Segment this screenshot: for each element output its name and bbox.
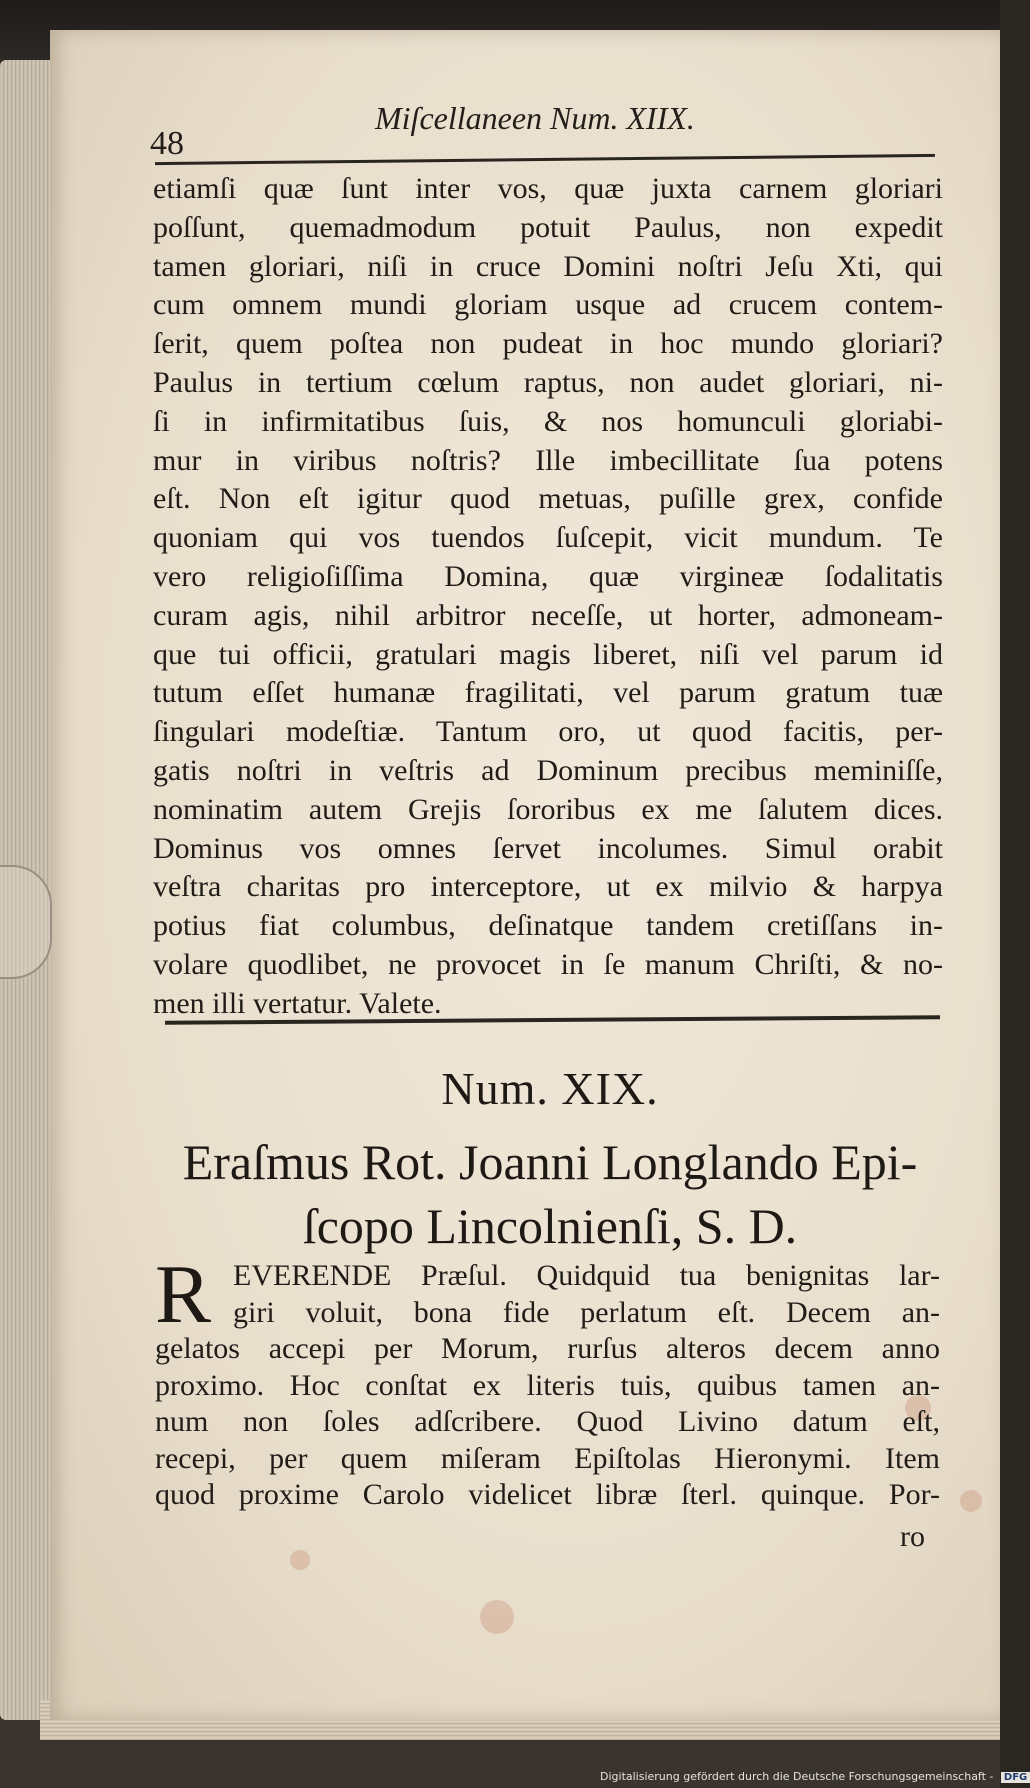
- text-line: cum omnem mundi gloriam usque ad crucem contem-: [153, 288, 943, 322]
- text-line: etiamſi quæ ſunt inter vos, quæ juxta carnem gloriari: [153, 172, 943, 205]
- text-line: ſerit, quem poſtea non pudeat in hoc mundo gloriari?: [153, 327, 943, 361]
- text-line: giri voluit, bona fide perlatum eſt. Decem an-: [233, 1295, 940, 1329]
- text-line: tutum eſſet humanæ fragilitati, vel parum gratum tuæ: [153, 676, 943, 710]
- text-line: volare quodlibet, ne provocet in ſe manum Chriſti, & no-: [153, 947, 943, 981]
- dfg-logo: DFG: [1001, 1772, 1030, 1783]
- page-number: 48: [150, 125, 184, 162]
- footer-text: Digitalisierung gefördert durch die Deutsche Forschungsgemeinschaft -: [600, 1770, 994, 1783]
- letter-xix-text: [155, 1248, 940, 1514]
- foxing-stain: [480, 1600, 514, 1634]
- text-line: que tui officii, gratulari magis liberet, niſi vel parum id: [153, 637, 943, 671]
- text-line: gelatos accepi per Morum, rurſus alteros decem anno: [155, 1332, 940, 1365]
- text-line: ſingulari modeſtiæ. Tantum oro, ut quod facitis, per-: [153, 715, 943, 749]
- text-line: proximo. Hoc conſtat ex literis tuis, quibus tamen an-: [155, 1368, 940, 1402]
- book-clip: [0, 865, 52, 979]
- text-line: EVERENDE Præſul. Quidquid tua benignitas lar-: [233, 1259, 940, 1292]
- letter-title-line: ſcopo Lincolnienſi, S. D.: [302, 1198, 798, 1254]
- text-line: num non ſoles adſcribere. Quod Livino datum eſt,: [155, 1405, 940, 1438]
- digitization-footer: [600, 1770, 1028, 1786]
- running-head: [150, 95, 940, 162]
- text-line: poſſunt, quemadmodum potuit Paulus, non expedit: [153, 210, 943, 244]
- text-line: men illi vertatur. Valete.: [153, 986, 442, 1020]
- running-head-title: Miſcellaneen Num. XIIX.: [375, 100, 695, 136]
- text-line: nominatim autem Grejis ſororibus ex me ſalutem dices.: [153, 792, 943, 826]
- text-line: potius fiat columbus, deſinatque tandem cretiſſans in-: [153, 909, 943, 943]
- foxing-stain: [290, 1550, 310, 1570]
- letter-xviii-text: [153, 170, 943, 1024]
- foxing-stain: [960, 1490, 982, 1512]
- text-line: ſi in infirmitatibus ſuis, & nos homunculi gloriabi-: [153, 404, 943, 438]
- section-heading: Num. XIX.: [441, 1063, 659, 1114]
- text-line: gatis noſtri in veſtris ad Dominum precibus meminiſſe,: [153, 753, 943, 787]
- text-line: quod proxime Carolo videlicet libræ ſterl. quinque. Por-: [155, 1478, 940, 1511]
- text-line: veſtra charitas pro interceptore, ut ex milvio & harpya: [153, 870, 943, 904]
- text-line: Paulus in tertium cœlum raptus, non audet gloriari, ni-: [153, 365, 943, 399]
- text-line: tamen gloriari, niſi in cruce Domini noſtri Jeſu Xti, qui: [153, 249, 943, 283]
- text-line: Dominus vos omnes ſervet incolumes. Simul orabit: [153, 831, 943, 865]
- text-line: eſt. Non eſt igitur quod metuas, puſille grex, confide: [153, 482, 943, 516]
- letter-title-line: Eraſmus Rot. Joanni Longlando Epi-: [182, 1134, 918, 1190]
- letter-title: [150, 1130, 950, 1258]
- drop-cap: R: [155, 1248, 212, 1341]
- text-line: curam agis, nihil arbitror neceſſe, ut horter, admoneam-: [153, 598, 943, 632]
- text-line: recepi, per quem miſeram Epiſtolas Hieronymi. Item: [155, 1441, 940, 1475]
- text-line: mur in viribus noſtris? Ille imbecillitate ſua potens: [153, 443, 943, 477]
- catchword: ro: [900, 1520, 925, 1553]
- text-line: vero religioſiſſima Domina, quæ virgineæ ſodalitatis: [153, 559, 943, 593]
- text-line: quoniam qui vos tuendos ſuſcepit, vicit mundum. Te: [153, 521, 943, 555]
